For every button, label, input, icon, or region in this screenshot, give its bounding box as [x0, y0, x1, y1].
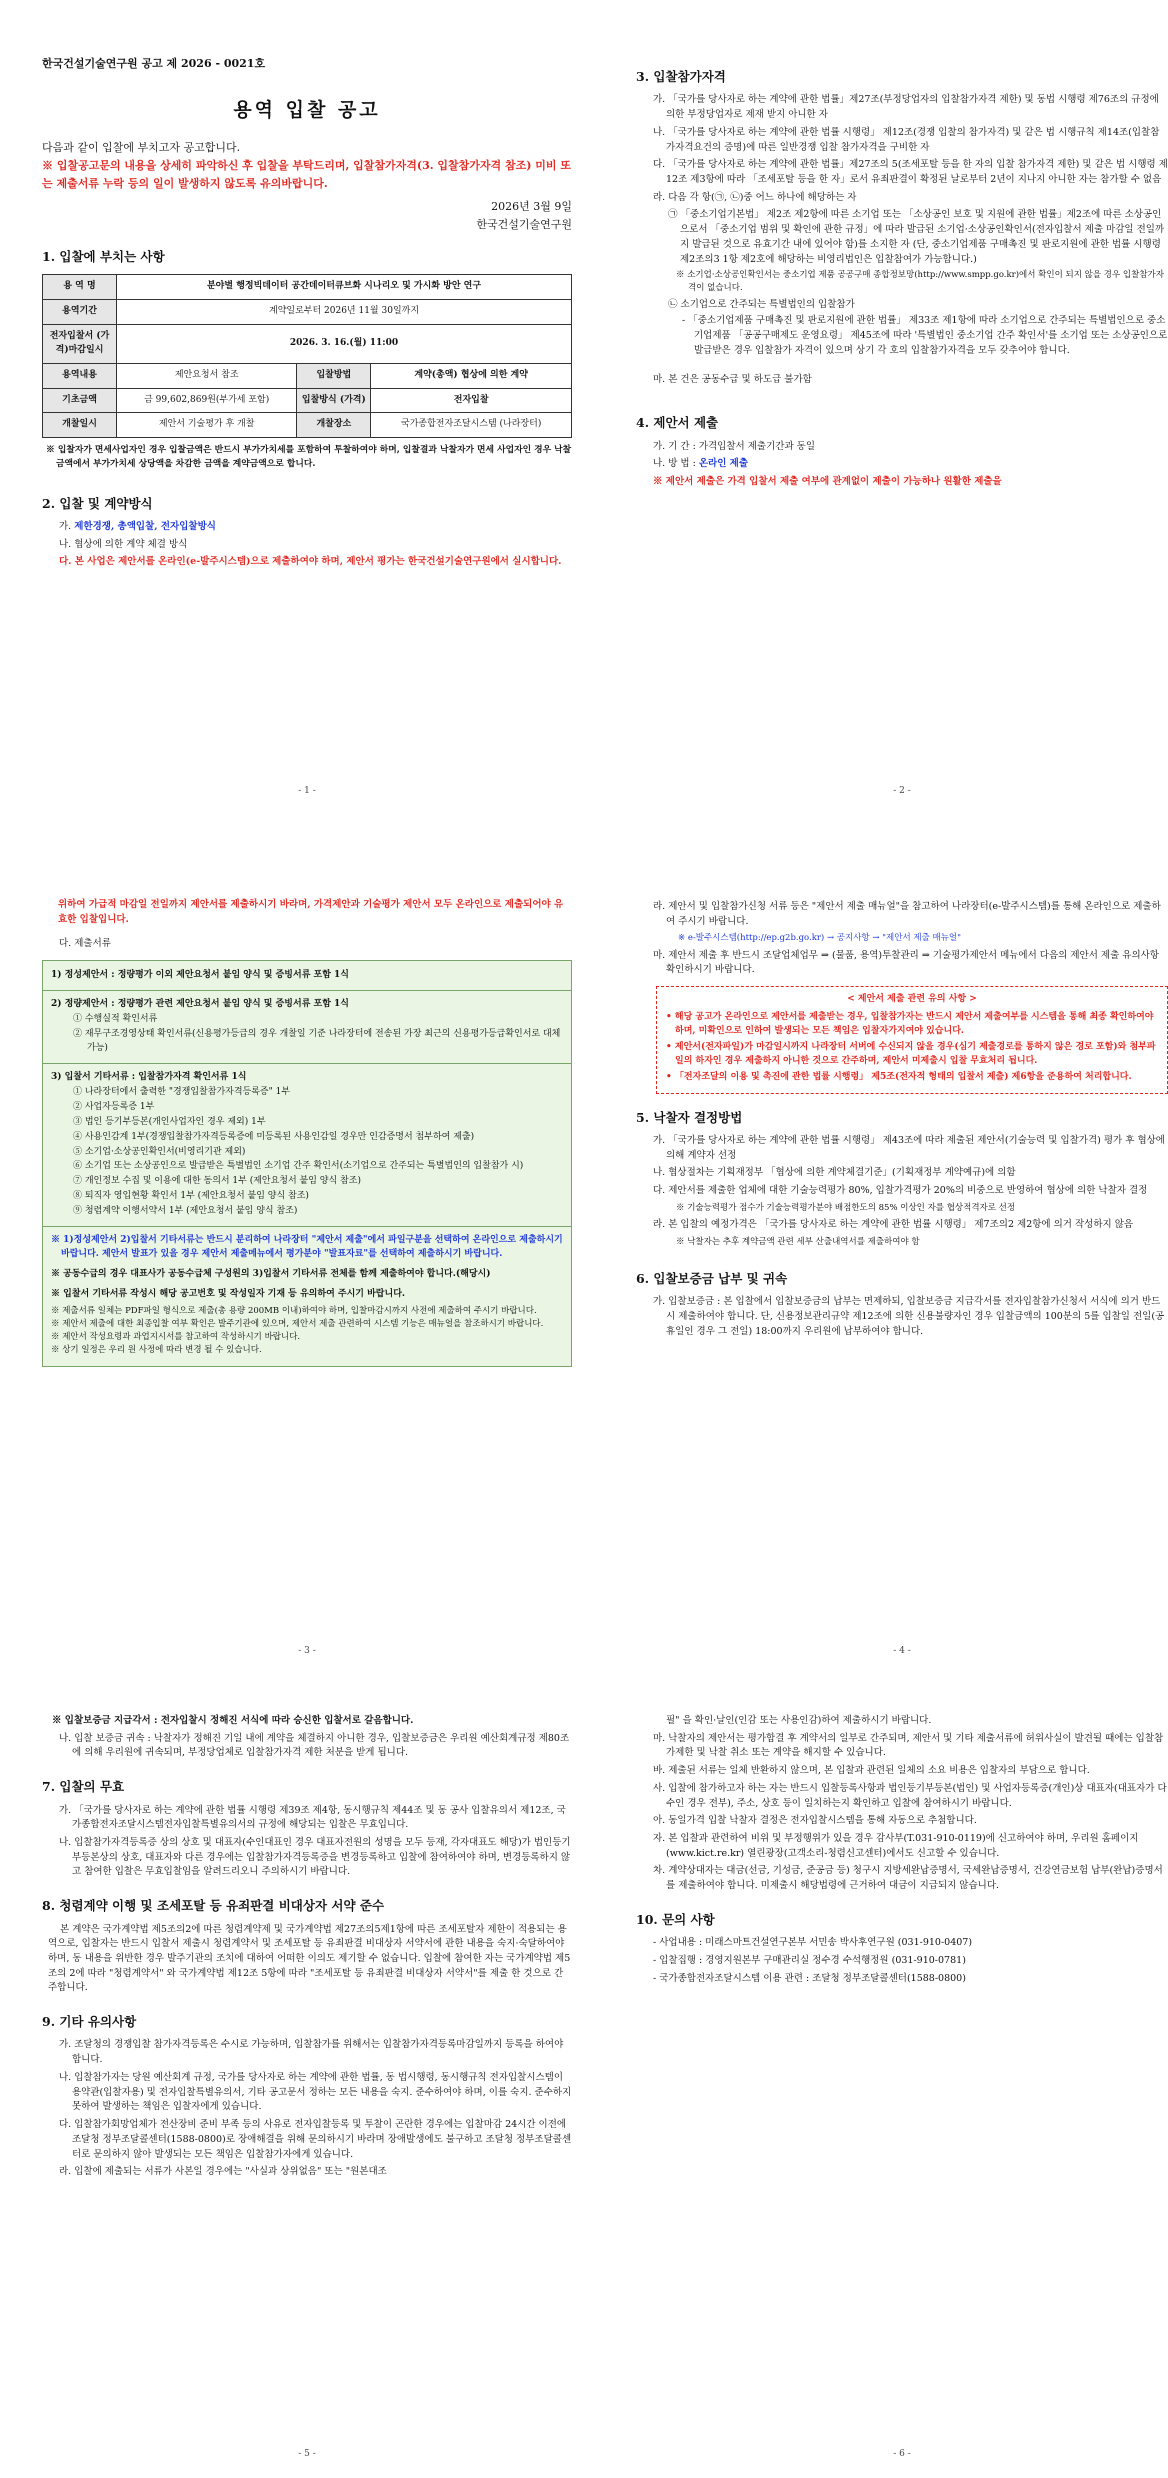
- document-title: 용역 입찰 공고: [233, 99, 381, 122]
- cell-bidway-value: 전자입찰: [371, 388, 572, 413]
- item-sa: 사. 입찰에 참가하고자 하는 자는 반드시 입찰등록사항과 법인등기부등본(법인) 및 사업자등록증(개인)상 대표자(대표자가 다수인 경우 전부), 주소, 상호 등이 일치하는지 확인하고 입찰에 참여하시기 바랍니다.: [653, 1782, 1167, 1809]
- section-6-item-a: 가. 입찰보증금 : 본 입찰에서 입찰보증금의 납부는 면제하되, 입찰보증금 지급각서를 전자입찰참가신청서 서식에 의거 반드시 제출하여야 합니다. 단, 신용정보관리규약 제12조에 의한 신용불량자인 경우 입찰금액의 100분의 5를 입찰일 전일(공휴일인 경우 그 전일) 18:00까지 우리원에 납부하여야 합니다.: [653, 1296, 1165, 1337]
- item-b-text: 온라인 제출: [698, 458, 749, 470]
- doc-3-9: ⑨ 청렴계약 이행서약서 1부 (제안요청서 붙임 양식 참조): [73, 1206, 298, 1217]
- cell-method-value: 계약(총액) 협상에 의한 계약: [371, 363, 572, 388]
- section-3-item-d1-note: ※ 소기업·소상공인확인서는 중소기업 제품 공공구매 종합정보망(http://www.smpp.go.kr)에서 확인이 되지 않을 경우 입찰참가자격이 없습니다.: [676, 270, 1164, 294]
- section-3-title: 3. 입찰참가자격: [636, 69, 726, 84]
- page-number: - 3 -: [298, 1646, 316, 1656]
- page-6: [636, 1700, 1168, 2470]
- section-5-title: 5. 낙찰자 결정방법: [636, 1109, 743, 1125]
- cell-place-header: 개찰장소: [297, 413, 371, 438]
- cell-content-value: 제안요청서 참조: [117, 363, 297, 388]
- box-note-1: ※ 1)정성제안서 2)입찰서 기타서류는 반드시 분리하여 나라장터 "제안서 제출"에서 파일구분을 선택하여 온라인으로 제출하시기 바랍니다. 제안서 발표가 있을 경우 제안서 제출메뉴에서 평가분야 "발표자료"를 선택하여 제출하시기 바랍니다.: [51, 1235, 563, 1260]
- bid-info-table: [42, 274, 572, 439]
- section-2-item-b: 나. 협상에 의한 계약 체결 방식: [59, 538, 188, 550]
- section-3-item-d: 라. 다음 각 항(㉠, ㉡)중 어느 하나에 해당하는 자: [653, 191, 857, 203]
- doc-group-2: 2) 정량제안서 : 정량평가 관련 제안요청서 붙임 양식 및 증빙서류 포함 1식: [51, 999, 350, 1010]
- doc-3-8: ⑧ 퇴직자 영입현황 확인서 1부 (제안요청서 붙임 양식 참조): [73, 1191, 309, 1202]
- item-guarantee-b: 나. 입찰 보증금 귀속 : 낙찰자가 정해진 기일 내에 계약을 체결하지 아니한 경우, 입찰보증금은 우리원 예산회계규정 제80조에 의해 우리원에 귀속되며, 부정당업체로 입찰참가자격 제한 처분을 받게 됩니다.: [59, 1732, 570, 1759]
- cell-deadline-value: 2026. 3. 16.(월) 11:00: [117, 324, 572, 363]
- item-ra-link: ※ e-발주시스템(http://ep.g2b.go.kr) → 공지사항 → "제안서 제출 매뉴얼": [678, 933, 962, 944]
- notice-org: 한국건설기술연구원: [476, 217, 572, 231]
- contact-2: - 입찰집행 : 경영지원본부 구매관리실 정수경 수석행정원 (031-910-0781): [653, 1955, 966, 1966]
- section-4-item-b: [644, 457, 1168, 472]
- page-5: [42, 1700, 572, 2470]
- cell-deadline-header: 전자입찰서 (가격)마감일시: [43, 324, 117, 363]
- cell-name-header: 용 역 명: [43, 274, 117, 299]
- doc-3-4: ④ 사용인감계 1부(경쟁입찰참가자격등록증에 미등록된 사용인감일 경우만 인감증명서 첨부하여 제출): [73, 1131, 475, 1142]
- item-ma: 마. 낙찰자의 제안서는 평가합결 후 계약서의 일부로 간주되며, 제안서 및 기타 제출서류에 허위사실이 발견될 때에는 입찰참가제한 및 낙찰 취소 또는 계약을 해지할 수 있습니다.: [653, 1732, 1164, 1759]
- item-ma: 마. 제안서 제출 후 반드시 조달업체업무 ⇒ (물품, 용역)투찰관리 ⇒ 기술평가제안서 메뉴에서 다음의 제안서 제출 유의사항 확인하시기 바랍니다.: [653, 949, 1159, 976]
- intro-text: 다음과 같이 입찰에 부치고자 공고합니다.: [42, 141, 241, 155]
- page-number: - 6 -: [893, 2449, 911, 2459]
- cell-price-header: 기초금액: [43, 388, 117, 413]
- cell-open-value: 제안서 기술평가 후 개찰: [117, 413, 297, 438]
- item-b-prefix: 나. 방 법 :: [653, 458, 699, 470]
- page-2: [636, 55, 1168, 820]
- section-3-item-a: 가. 「국가를 당사자로 하는 계약에 관한 법률」제27조(부정당업자의 입찰참가자격 제한) 및 동법 시행령 제76조의 규정에 의한 부정당업자로 제재 받지 아니한 자: [653, 94, 1159, 121]
- section-8-text: 본 계약은 국가계약법 제5조의2에 따른 청렴계약제 및 국가계약법 제27조의5제1항에 따른 조세포탈자 제한이 적용되는 용역으로, 입찰자는 반드시 입찰서 제출시 청렴계약서 및 조세포탈 등 유죄판결 비대상자 서약서에 관한 내용을 숙지·숙달하여야 하며, 동 내용을 위반한 경우 발주기관의 조치에 대하여 어떠한 이의도 제기할 수 없습니다. 입찰에 참여한 자는 국가계약법 제5조의 2에 따라 "청렴계약서" 와 국가계약법 제12조 5항에 따라 "조세포탈 등 유죄판결 비대상자 서약서"를 제출 한 것으로 간주합니다.: [48, 1923, 571, 1994]
- doc-group-1: 1) 정성제안서 : 정량평가 이외 제안요청서 붙임 양식 및 증빙서류 포함 1식: [51, 970, 350, 981]
- section-9-item-d: 라. 입찰에 제출되는 서류가 사본일 경우에는 "사실과 상위없음" 또는 "원본대조: [59, 2166, 387, 2178]
- continued-text: 필" 을 확인·날인(인감 또는 사용인감)하여 제출하시기 바랍니다.: [666, 1715, 932, 1726]
- doc-3-3: ③ 법인 등기부등본(개인사업자인 경우 제외) 1부: [73, 1116, 266, 1127]
- section-4-note: ※ 제안서 제출은 가격 입찰서 제출 여부에 관계없이 제출이 가능하나 원활한 제출을: [653, 476, 1002, 488]
- item-a-prefix: 가.: [59, 521, 72, 533]
- box-note-6: ※ 제안서 작성요령과 과업지시서를 참고하여 작성하시기 바랍니다.: [51, 1332, 301, 1343]
- cell-method-header: 입찰방법: [297, 363, 371, 388]
- box-note-3: ※ 입찰서 기타서류 작성시 해당 공고번호 및 작성일자 기재 등 유의하여 주시기 바랍니다.: [51, 1289, 406, 1300]
- section-9-item-b: 나. 입찰참가자는 당원 예산회계 규정, 국가를 당사자로 하는 계약에 관한 법률, 동 법시행령, 동시행규칙 전자입찰시스템이용약관(입찰자용) 및 전자입찰특별유의서, 기타 공고문서 정하는 모든 내용을 숙지. 준수하여야 하며, 이를 숙지. 준수하지 못하여 발생하는 책임은 입찰자에게 있습니다.: [59, 2071, 572, 2113]
- item-ra: 라. 제안서 및 입찰참가신청 서류 등은 "제안서 제출 매뉴얼"을 참고하여 나라장터(e-발주시스템)를 통해 온라인으로 제출하여 주시기 바랍니다.: [653, 901, 1161, 927]
- doc-2-1: ① 수행실적 확인서류: [73, 1014, 158, 1025]
- section-7-item-b: 나. 입찰참가자격등록증 상의 상호 및 대표자(수인대표인 경우 대표자전원의 성명을 모두 등재, 각자대표도 해당)가 법인등기부등본상의 상호, 대표자와 다른 경우에는 입찰참가자격등록증을 변경등록하고 입찰에 참여하여야 하며, 변경등록하지 않고 참여한 입찰은 무효입찰임을 알려드리오니 주의하시기 바랍니다.: [59, 1836, 571, 1878]
- doc-3-5: ⑤ 소기업·소상공인확인서(비영리기관 제외): [73, 1146, 246, 1157]
- box-note-2: ※ 공동수급의 경우 대표사가 공동수급체 구성원의 3)입찰서 기타서류 전체를 함께 제출하여야 합니다.(해당시): [51, 1269, 491, 1280]
- item-cha: 차. 계약상대자는 대금(선금, 기성금, 준공금 등) 청구시 지방세완납증명서, 국세완납증명서, 건강연금보험 납부(완납)증명서를 제출하여야 합니다. 미제출시 해당법령에 근거하여 대금이 지급되지 않습니다.: [653, 1865, 1163, 1892]
- submit-docs-title: 다. 제출서류: [59, 938, 111, 950]
- caution-box: [656, 986, 1168, 1094]
- cell-name-value: 분야별 행정빅데이터 공간데이터큐브화 시나리오 및 가시화 방안 연구: [117, 274, 572, 299]
- notice-date: 2026년 3월 9일: [491, 200, 572, 214]
- caution-3: • 「전자조달의 이용 및 촉진에 관한 법률 시행령」 제5조(전자적 형태의 입찰서 제출) 제6항을 준용하여 처리합니다.: [666, 1071, 1132, 1082]
- section-2-item-c: 다. 본 사업은 제안서를 온라인(e-발주시스템)으로 제출하여야 하며, 제안서 평가는 한국건설기술연구원에서 실시합니다.: [59, 556, 562, 568]
- section-5-item-d: 라. 본 입찰의 예정가격은 「국가를 당사자로 하는 계약에 관한 법률 시행령」 제7조의2 제2항에 의거 작성하지 않음: [653, 1219, 1134, 1231]
- caution-2: • 제안서(전자파일)가 마감일시까지 나라장터 서버에 수신되지 않을 경우(심기 제출경로를 통하지 않은 경로 포함)와 첨부파일의 하자인 경우 제출하지 아니한 것으로 간주하며, 제안서 미제출시 입찰 무효처리 됩니다.: [666, 1041, 1156, 1066]
- guarantee-note: ※ 입찰보증금 지급각서 : 전자입찰시 정해진 서식에 따라 승신한 입찰서로 갈음합니다.: [52, 1715, 414, 1726]
- box-note-4: ※ 제출서류 일체는 PDF파일 형식으로 제출(총 용량 200MB 이내)하여야 하며, 입찰마감시까지 사전에 제출하여 주시기 바랍니다.: [51, 1305, 537, 1316]
- section-4-item-a: 가. 기 간 : 가격입찰서 제출기간과 동일: [653, 440, 815, 452]
- section-6-title: 6. 입찰보증금 납부 및 귀속: [636, 1270, 788, 1286]
- page-number: - 1 -: [298, 786, 316, 796]
- doc-3-7: ⑦ 개인정보 수집 및 이용에 대한 동의서 1부 (제안요청서 붙임 양식 참조): [73, 1176, 361, 1187]
- section-9-item-c: 다. 입찰참가회망업체가 전산장비 준비 부족 등의 사유로 전자입찰등록 및 투찰이 곤란한 경우에는 입찰마감 24시간 이전에 조달청 정부조달콜센터(1588-0800)로 장애해결을 위해 문의하시기 바라며 장애발생에도 불구하고 조달청 정부조달콜센터로 문의하지 않아 발생되는 모든 책임은 입찰참가자에게 있습니다.: [59, 2119, 572, 2160]
- section-5-item-b: 나. 협상절차는 기획재정부 「협상에 의한 계약체결기준」(기획재정부 계약예규)에 의함: [653, 1167, 1016, 1179]
- page-number: - 4 -: [893, 1646, 911, 1656]
- continued-text: 위하여 가급적 마감일 전일까지 제안서를 제출하시기 바라며, 가격제안과 기술평가 제안서 모두 온라인으로 제출되어야 유효한 입찰입니다.: [58, 899, 564, 925]
- doc-3-1: ① 나라장터에서 출력한 "경쟁입찰참가자격등록증" 1부: [73, 1086, 291, 1097]
- box-note-5: ※ 제안서 제출에 대한 최종입찰 여부 확인은 발주기관에 있으며, 제안서 제출 관련하여 시스템 기능은 매뉴얼을 참조하시기 바랍니다.: [51, 1319, 544, 1330]
- cell-place-value: 국가종합전자조달시스템 (나라장터): [371, 413, 572, 438]
- cell-content-header: 용역내용: [43, 363, 117, 388]
- intro-warning: ※ 입찰공고문의 내용을 상세히 파악하신 후 입찰을 부탁드리며, 입찰참가자격(3. 입찰참가자격 참조) 미비 또는 제출서류 누락 등의 일이 발생하지 않도록 유의바랍니다.: [42, 159, 571, 190]
- page-number: - 2 -: [893, 786, 911, 796]
- section-10-title: 10. 문의 사항: [636, 1911, 715, 1927]
- item-ja: 자. 본 입찰과 관련하여 비위 및 부정행위가 있을 경우 감사부(T.031-910-0119)에 신고하여야 하며, 우리원 홈페이지(www.kict.re.kr) 열린광장(고객소리-청렴신고센터)에서도 신고할 수 있습니다.: [653, 1833, 1139, 1859]
- caution-1: • 해당 공고가 온라인으로 제안서를 제출받는 경우, 입찰참가자는 반드시 제안서 제출여부를 시스템을 통해 최종 확인하여야 하며, 미확인으로 인하여 발생되는 모든 책임은 입찰자가지여야 있습니다.: [666, 1011, 1154, 1036]
- doc-group-3: 3) 입찰서 기타서류 : 입찰참가자격 확인서류 1식: [51, 1071, 247, 1082]
- page-4: [636, 890, 1168, 1680]
- section-3-item-c: 다. 「국가를 당사자로 하는 계약에 관한 법률」제27조의 5(조세포탈 등을 한 자의 입찰 참가자격 제한) 및 같은 법 시행령 제12조 제3항에 따라 「조세포탈 등을 한 자」로서 유죄판결이 확정된 날로부터 2년이 지나지 아니한 자는 참가할 수 없음: [653, 159, 1168, 185]
- box-note-7: ※ 상기 일정은 우리 원 사정에 따라 변경 될 수 있습니다.: [51, 1345, 262, 1356]
- vat-note: ※ 입찰자가 면세사업자인 경우 입찰금액은 반드시 부가가치세를 포함하여 투찰하여야 하며, 입찰결과 낙찰자가 면세 사업자인 경우 낙찰금액에서 부가가치세 상당액을 차감한 금액을 계약금액으로 합니다.: [46, 445, 572, 470]
- doc-3-2: ② 사업자등록증 1부: [73, 1101, 155, 1112]
- item-a-text: 제한경쟁, 총액입찰, 전자입찰방식: [74, 521, 216, 533]
- section-3-item-d2: ㉡ 소기업으로 간주되는 특별법인의 입찰참가: [668, 298, 855, 310]
- section-3-item-d2-text: - 「중소기업제품 구매촉진 및 판로지원에 관한 법률」 제33조 제1항에 따라 소기업으로 간주되는 특별법인으로 중소기업제품 「공공구매제도 운영요령」 제45조에 따라 '특별법인 중소기업 간주 확인서'를 소기업 또는 소상공인으로 발급받은 경우 입찰참가 자격이 있으며 상기 각 호의 입찰참가자격을 모두 갖추어야 합니다.: [682, 315, 1168, 356]
- section-5-item-d-note: ※ 낙찰자는 추후 계약금액 관련 세부 산출내역서를 제출하여야 함: [676, 1236, 920, 1247]
- section-5-item-c: 다. 제안서를 제출한 업체에 대한 기술능력평가 80%, 입찰가격평가 20%의 비중으로 반영하여 협상에 의한 낙찰자 결정: [653, 1185, 1148, 1197]
- doc-3-6: ⑥ 소기업 또는 소상공인으로 발급받은 특별법인 소기업 간주 확인서(소기업으로 간주되는 특별법인의 입찰참가 시): [73, 1161, 524, 1172]
- notice-number: 한국건설기술연구원 공고 제 2026 - 0021호: [42, 57, 266, 70]
- item-ba: 바. 제출된 서류는 일체 반환하지 않으며, 본 입찰과 관련된 일체의 소요 비용은 입찰자의 부담으로 합니다.: [653, 1765, 1090, 1777]
- contact-1: - 사업내용 : 미래스마트건설연구본부 서민송 박사후연구원 (031-910-0407): [653, 1937, 973, 1949]
- submit-docs-box: [42, 960, 572, 1367]
- section-4-title: 4. 제안서 제출: [636, 415, 719, 431]
- section-8-title: 8. 청렴계약 이행 및 조세포탈 등 유죄판결 비대상자 서약 준수: [42, 1898, 385, 1914]
- section-3-item-b: 나. 「국가를 당사자로 하는 계약에 관한 법률 시행령」 제12조(경쟁 입찰의 참가자격) 및 같은 법 시행규칙 제14조(입찰참가자격요건의 증명)에 따른 일반경쟁 입찰 참가자격을 구비한 자: [653, 126, 1160, 153]
- section-5-item-a: 가. 「국가를 당사자로 하는 계약에 관한 법률 시행령」 제43조에 따라 제출된 제안서(기술능력 및 입찰가격) 평가 후 협상에 의해 계약자 선정: [653, 1135, 1165, 1161]
- section-3-item-e: 마. 본 건은 공동수급 및 하도급 불가함: [653, 373, 812, 385]
- cell-open-header: 개찰일시: [43, 413, 117, 438]
- section-5-item-c-note: ※ 기술능력평가 점수가 기술능력평가분야 배점한도의 85% 이상인 자를 협상적격자로 선정: [676, 1202, 1016, 1213]
- page-1: [42, 55, 572, 820]
- cell-price-value: 금 99,602,869원(부가세 포함): [117, 388, 297, 413]
- section-7-item-a: 가. 「국가를 당사자로 하는 계약에 관한 법률 시행령 제39조 제4항, 동시행규칙 제44조 및 동 공사 입찰유의서 제12조, 국가종합전자조달시스템전자입찰특별유의서의 규정에 해당되는 입찰은 무효입니다.: [59, 1804, 566, 1831]
- section-1-title: 1. 입찰에 부치는 사항: [42, 249, 165, 265]
- cell-period-header: 용역기간: [43, 299, 117, 324]
- cell-period-value: 계약일로부터 2026년 11월 30일까지: [117, 299, 572, 324]
- doc-2-2: ② 재무구조경영상태 확인서류(신용평가등급의 경우 개찰일 기준 나라장터에 전송된 가장 최근의 신용평가등급확인서로 대체 가능): [73, 1028, 561, 1053]
- page-number: - 5 -: [298, 2449, 316, 2459]
- section-2-item-a: [50, 520, 572, 535]
- contact-3: - 국가종합전자조달시스템 이용 관련 : 조달청 정부조달콜센터(1588-0800): [653, 1972, 966, 1984]
- cell-bidway-header: 입찰방식 (가격): [297, 388, 371, 413]
- section-3-item-d1: ㉠ 「중소기업기본법」 제2조 제2항에 따른 소기업 또는 「소상공인 보호 및 지원에 관한 법률」제2조에 따른 소상공인으로서 「중소기업 범위 및 확인에 관한 규정」에 따라 발급된 소기업·소상공인확인서(전자입찰서 제출 마감일 전일까지 발급된 것으로 유효기간 내에 있어야 함)를 소지한 자 (단, 중소기업제품 구매촉진 및 판로지원에 관한 법률 시행령 제2조의3 1항 제2호에 해당하는 비영리법인은 입찰참여가 가능합니다.): [668, 209, 1165, 265]
- page-3: [42, 890, 572, 1680]
- caution-title: < 제안서 제출 관련 유의 사항 >: [847, 994, 977, 1005]
- item-aa: 아. 동일가격 입찰 낙찰자 결정은 전자입찰시스템을 통해 자동으로 추첨합니다.: [653, 1815, 977, 1827]
- section-7-title: 7. 입찰의 무효: [42, 1779, 125, 1795]
- section-9-item-a: 가. 조달청의 경쟁입찰 참가자격등록은 수시로 가능하며, 입찰참가를 위해서는 입찰참가자격등록마감일까지 등록을 하여야 합니다.: [59, 2039, 564, 2066]
- section-2-title: 2. 입찰 및 계약방식: [42, 495, 153, 511]
- section-9-title: 9. 기타 유의사항: [42, 2014, 137, 2030]
